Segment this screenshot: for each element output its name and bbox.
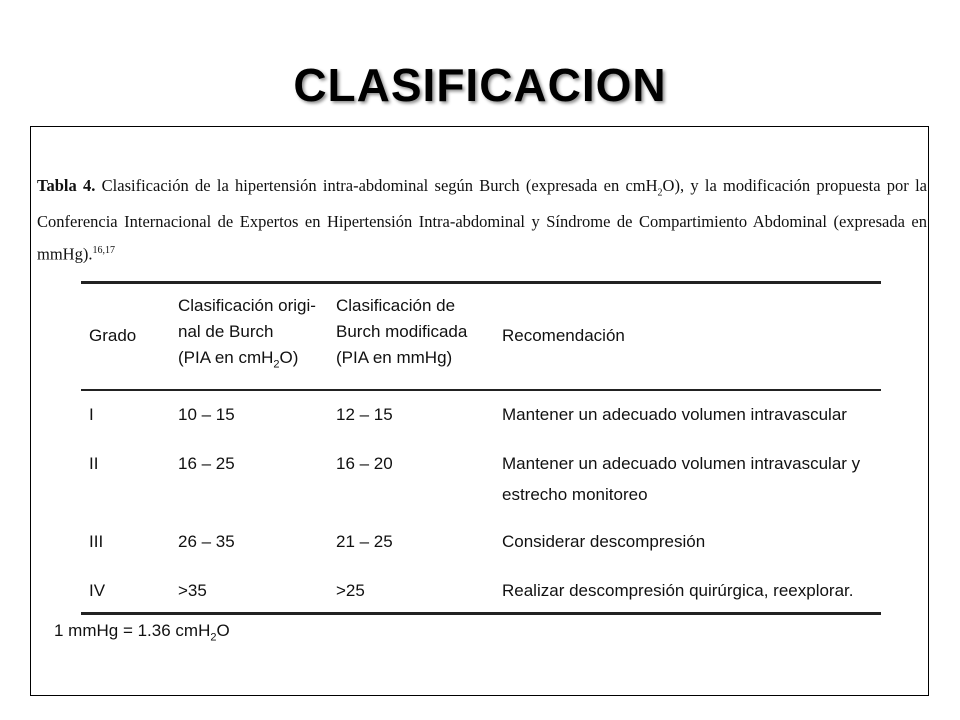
row-1-burch: 10 – 15 xyxy=(178,405,235,424)
header-mod-line-2: Burch modificada xyxy=(336,322,468,341)
header-burch-line-3-sub: 2 xyxy=(273,358,280,371)
table-bottom-rule xyxy=(81,612,881,615)
footnote-subscript: 2 xyxy=(210,631,217,644)
caption-references: 16,17 xyxy=(92,245,115,257)
footnote-text-a: 1 mmHg = 1.36 cmH xyxy=(54,621,211,640)
row-2-grado: II xyxy=(89,454,99,473)
row-1-recomendacion: Mantener un adecuado volumen intravascular xyxy=(502,405,847,424)
header-burch-line-2: nal de Burch xyxy=(178,322,274,341)
row-4-recomendacion: Realizar descompresión quirúrgica, reexplorar. xyxy=(502,581,854,600)
header-burch-line-3 xyxy=(178,345,316,377)
slide-title: CLASIFICACION xyxy=(293,59,667,111)
row-3-grado: III xyxy=(89,532,104,551)
header-burch-original xyxy=(178,293,316,377)
table-figure xyxy=(30,126,929,696)
row-4-burch: >35 xyxy=(178,581,207,600)
caption-text-1: Clasificación de la hipertensión intra-abdominal según Burch (expresada en cmH xyxy=(95,176,658,195)
header-mod-line-1: Clasificación de xyxy=(336,296,456,315)
row-2-burch: 16 – 25 xyxy=(178,454,235,473)
footnote-text-b: O xyxy=(216,621,230,640)
row-3-modified: 21 – 25 xyxy=(336,532,393,551)
caption-subscript: 2 xyxy=(657,187,663,199)
header-mod-line-3: (PIA en mmHg) xyxy=(336,348,453,367)
header-burch-line-1: Clasificación origi- xyxy=(178,296,316,315)
table-footnote xyxy=(54,621,230,643)
row-2-modified: 16 – 20 xyxy=(336,454,393,473)
row-2-recomendacion-line-1: Mantener un adecuado volumen intravascular y xyxy=(502,454,861,473)
caption-label: Tabla 4. xyxy=(37,176,96,195)
row-1-modified: 12 – 15 xyxy=(336,405,393,424)
row-1-grado: I xyxy=(89,405,94,424)
row-4-grado: IV xyxy=(89,581,106,600)
table-caption xyxy=(37,171,927,269)
header-burch-line-3-b: O) xyxy=(279,348,299,367)
header-grado: Grado xyxy=(89,326,137,345)
row-3-recomendacion: Considerar descompresión xyxy=(502,532,706,551)
table-top-rule xyxy=(81,281,881,284)
caption-text-2: O), y la modificación propuesta por la Conferencia Internacional de Expertos en Hipertensión Intra-abdominal y Síndrome de Compartimiento Abdominal (expresada en mmHg). xyxy=(37,176,927,264)
header-burch-line-3-a: (PIA en cmH xyxy=(178,348,274,367)
row-2-recomendacion-line-2: estrecho monitoreo xyxy=(502,485,648,504)
row-2-recomendacion xyxy=(502,451,882,508)
table-header-rule xyxy=(81,389,881,391)
row-4-modified: >25 xyxy=(336,581,365,600)
header-burch-modified xyxy=(336,293,467,371)
row-3-burch: 26 – 35 xyxy=(178,532,235,551)
header-recomendacion: Recomendación xyxy=(502,326,625,345)
